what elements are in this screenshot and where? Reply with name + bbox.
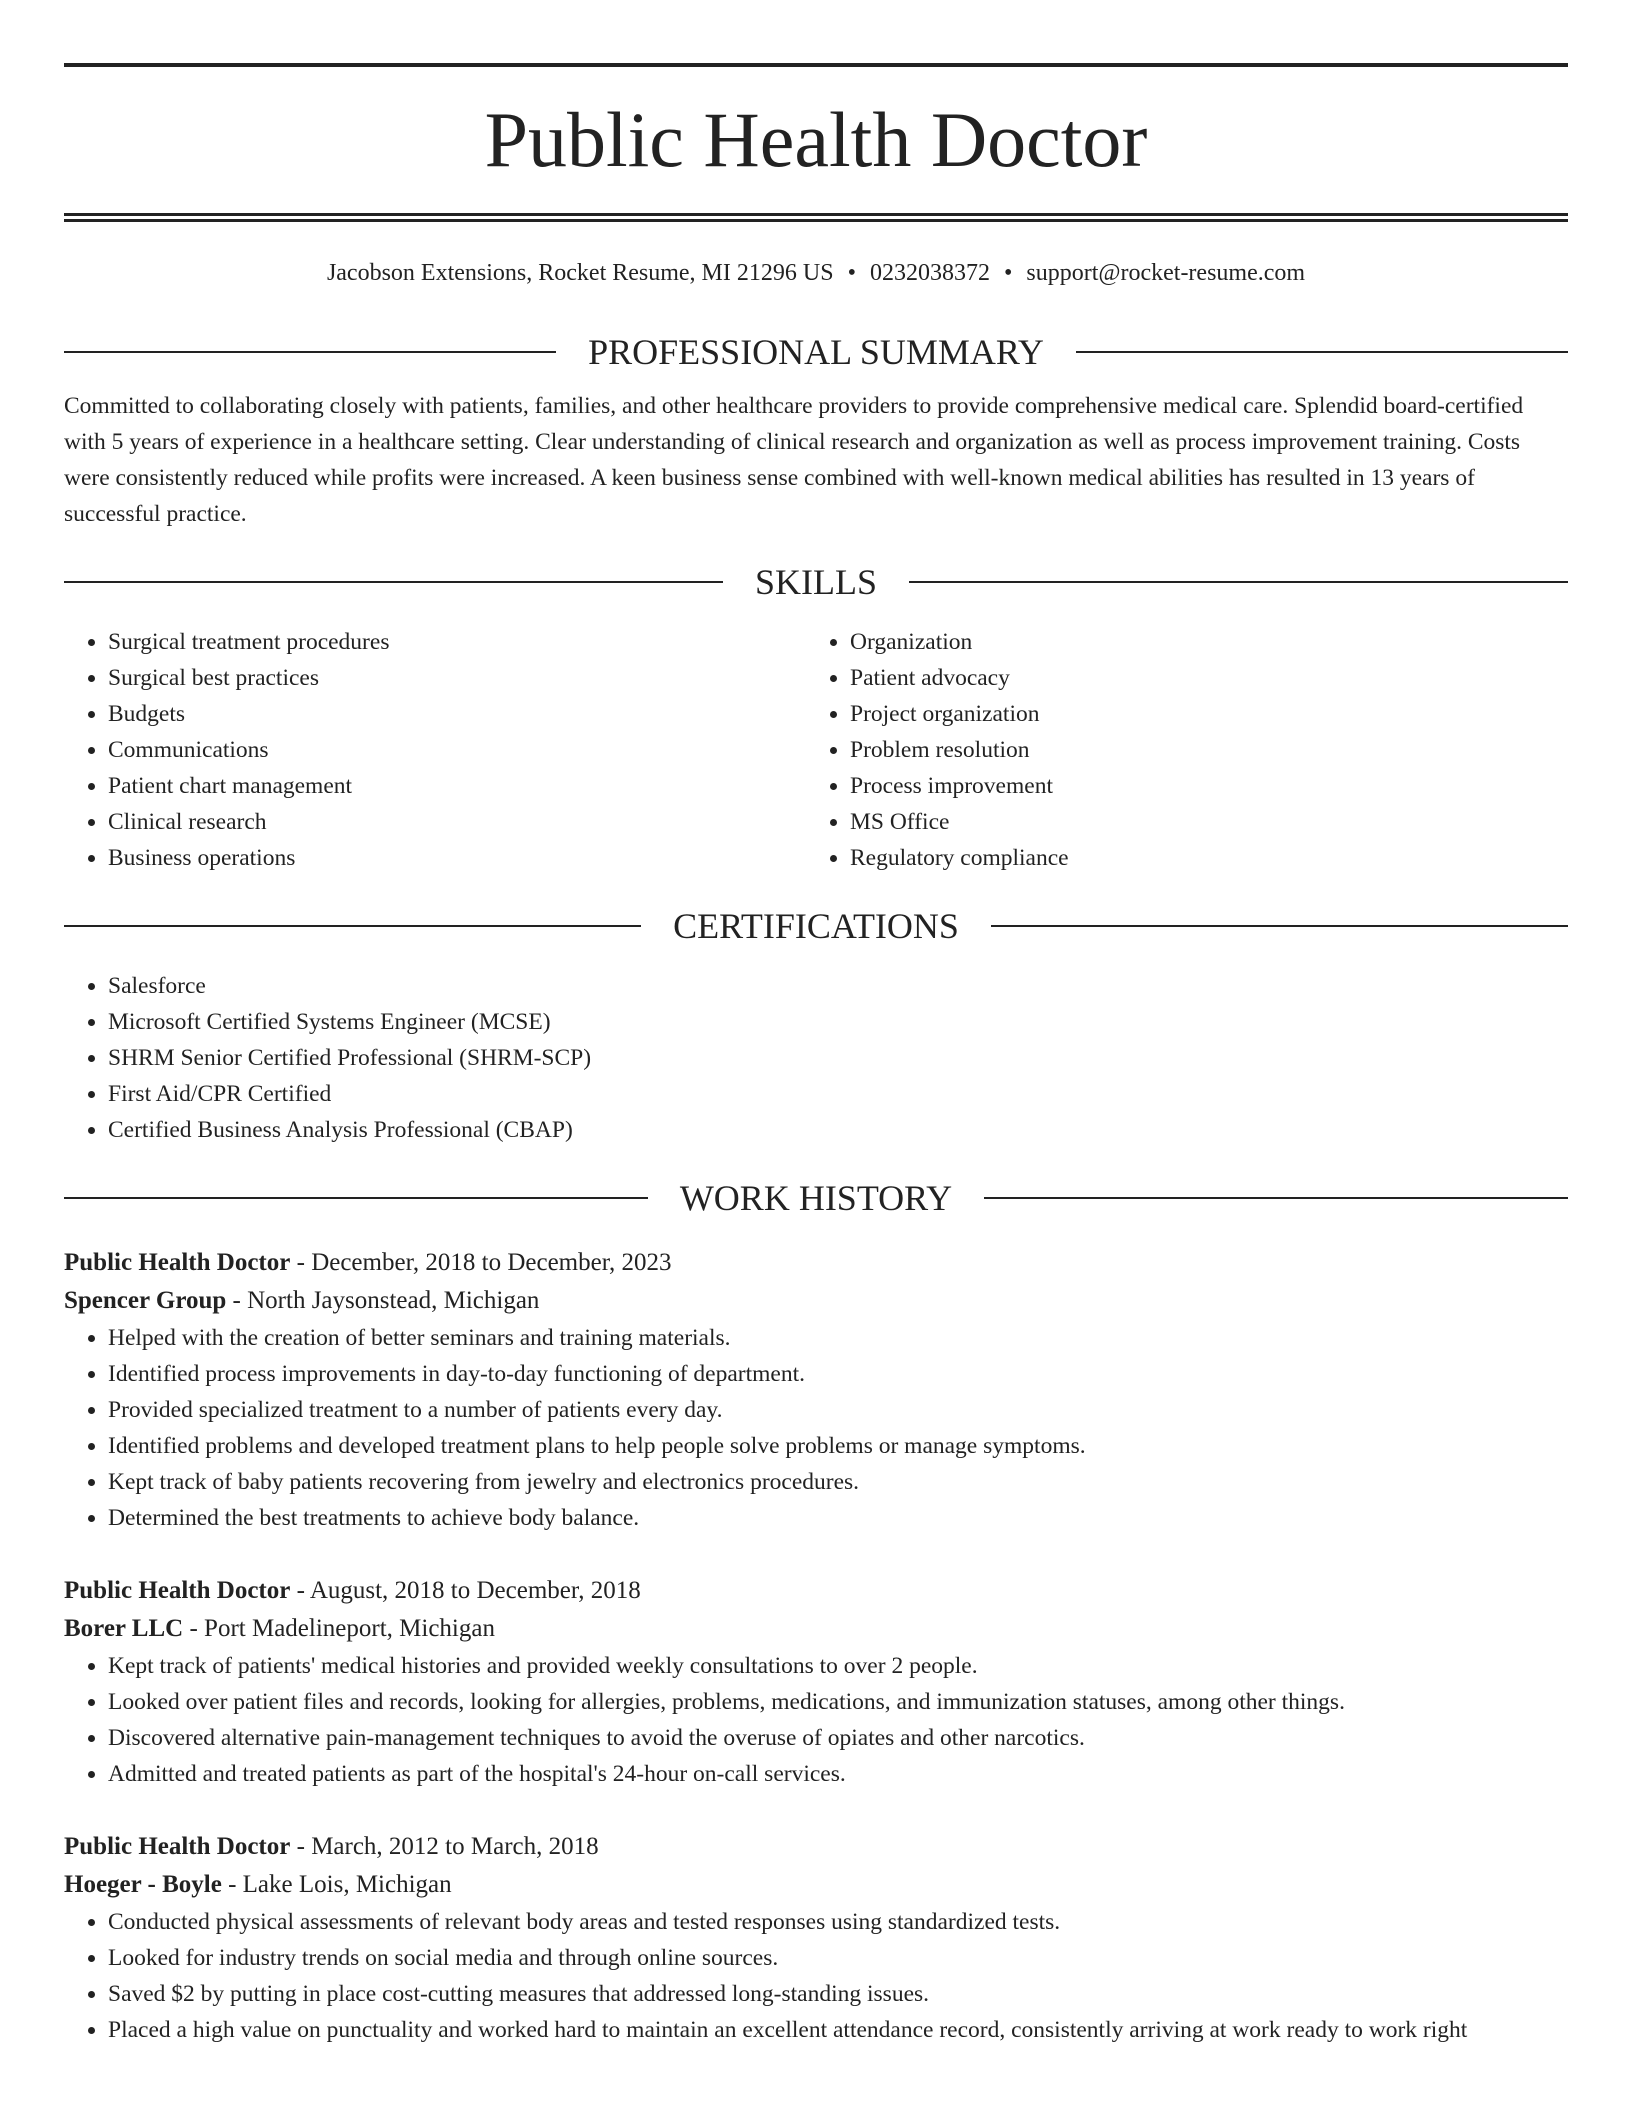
job-location: North Jaysonstead, Michigan: [247, 1287, 540, 1314]
skills-list: [64, 624, 1568, 876]
list-item: • SHRM Senior Certified Professional (SHRM-SCP): [108, 1040, 1568, 1076]
job-company-line: Hoeger - Boyle - Lake Lois, Michigan: [64, 1871, 452, 1898]
section-title: CERTIFICATIONS: [673, 906, 959, 946]
list-item: • Business operations: [108, 840, 806, 876]
list-item: • Problem resolution: [850, 732, 1548, 768]
job-title-line: Public Health Doctor - August, 2018 to December, 2018: [64, 1577, 641, 1604]
list-item: • Conducted physical assessments of relevant body areas and tested responses using standardized tests.: [108, 1904, 1568, 1940]
job-title-line: Public Health Doctor - December, 2018 to December, 2023: [64, 1249, 672, 1276]
job-title: Public Health Doctor: [64, 1577, 291, 1604]
list-item: • Project organization: [850, 696, 1548, 732]
job-company-line: Spencer Group - North Jaysonstead, Michigan: [64, 1287, 540, 1314]
heading-rule: [991, 925, 1568, 927]
double-rule: [64, 213, 1568, 222]
list-item: • Process improvement: [850, 768, 1548, 804]
job-bullets: [64, 1904, 1568, 2048]
list-item: • Provided specialized treatment to a number of patients every day.: [108, 1392, 1568, 1428]
job-entry: [64, 1828, 1568, 2048]
job-entry: [64, 1244, 1568, 1536]
list-item: • Salesforce: [108, 968, 1568, 1004]
resume-page: [64, 0, 1568, 2048]
heading-rule: [64, 581, 723, 583]
section-title: PROFESSIONAL SUMMARY: [588, 332, 1044, 372]
section-heading-summary: [64, 332, 1568, 372]
list-item: • Saved $2 by putting in place cost-cutting measures that addressed long-standing issues.: [108, 1976, 1568, 2012]
job-location: Lake Lois, Michigan: [242, 1871, 452, 1898]
list-item: • Identified problems and developed treatment plans to help people solve problems or manage symptoms.: [108, 1428, 1568, 1464]
list-item: • Looked over patient files and records, looking for allergies, problems, medications, and immunization statuses, among other things.: [108, 1684, 1568, 1720]
heading-rule: [984, 1197, 1568, 1199]
section-heading-skills: [64, 562, 1568, 602]
section-heading-work-history: [64, 1178, 1568, 1218]
top-rule: [64, 63, 1568, 67]
list-item: • Identified process improvements in day-to-day functioning of department.: [108, 1356, 1568, 1392]
heading-rule: [64, 351, 556, 353]
bullet-separator: •: [847, 260, 856, 286]
job-bullets: [64, 1648, 1568, 1792]
bullet-separator: •: [1003, 260, 1013, 286]
list-item: • Admitted and treated patients as part of the hospital's 24-hour on-call services.: [108, 1756, 1568, 1792]
job-title: Public Health Doctor: [64, 1249, 291, 1276]
heading-rule: [909, 581, 1568, 583]
list-item: • Patient chart management: [108, 768, 806, 804]
list-item: • Determined the best treatments to achieve body balance.: [108, 1500, 1568, 1536]
list-item: • Kept track of patients' medical histories and provided weekly consultations to over 2 people.: [108, 1648, 1568, 1684]
contact-line: [64, 258, 1568, 288]
job-dates: December, 2018 to December, 2023: [311, 1249, 672, 1276]
list-item: • Patient advocacy: [850, 660, 1548, 696]
phone: 0232038372: [869, 260, 990, 286]
list-item: • Helped with the creation of better seminars and training materials.: [108, 1320, 1568, 1356]
heading-rule: [64, 1197, 648, 1199]
heading-rule: [64, 925, 641, 927]
list-item: • Organization: [850, 624, 1548, 660]
job-company: Hoeger - Boyle: [64, 1871, 222, 1898]
job-company: Spencer Group: [64, 1287, 227, 1314]
list-item: • Placed a high value on punctuality and worked hard to maintain an excellent attendance record, consistently arriving at work ready to work right: [108, 2012, 1568, 2048]
resume-name: Public Health Doctor: [484, 96, 1148, 183]
list-item: • First Aid/CPR Certified: [108, 1076, 1568, 1112]
job-title: Public Health Doctor: [64, 1833, 291, 1860]
job-location: Port Madelineport, Michigan: [204, 1615, 495, 1642]
list-item: • Regulatory compliance: [850, 840, 1548, 876]
job-company: Borer LLC: [64, 1615, 184, 1642]
job-entry: [64, 1572, 1568, 1792]
skills-column-left: [64, 624, 806, 876]
list-item: • Communications: [108, 732, 806, 768]
section-heading-certifications: [64, 906, 1568, 946]
job-title-line: Public Health Doctor - March, 2012 to March, 2018: [64, 1833, 599, 1860]
email: support@rocket-resume.com: [1026, 260, 1306, 286]
list-item: • Kept track of baby patients recovering from jewelry and electronics procedures.: [108, 1464, 1568, 1500]
list-item: • Looked for industry trends on social media and through online sources.: [108, 1940, 1568, 1976]
certifications-list: [64, 968, 1568, 1148]
section-title: SKILLS: [755, 562, 878, 602]
skills-column-right: [806, 624, 1548, 876]
list-item: • Budgets: [108, 696, 806, 732]
job-dates: March, 2012 to March, 2018: [311, 1833, 599, 1860]
list-item: • Certified Business Analysis Professional (CBAP): [108, 1112, 1568, 1148]
section-title: WORK HISTORY: [679, 1178, 953, 1218]
heading-rule: [1076, 351, 1568, 353]
list-item: • Microsoft Certified Systems Engineer (MCSE): [108, 1004, 1568, 1040]
list-item: • Surgical best practices: [108, 660, 806, 696]
list-item: • MS Office: [850, 804, 1548, 840]
list-item: • Discovered alternative pain-management techniques to avoid the overuse of opiates and other narcotics.: [108, 1720, 1568, 1756]
list-item: • Surgical treatment procedures: [108, 624, 806, 660]
job-dates: August, 2018 to December, 2018: [309, 1577, 641, 1604]
job-bullets: [64, 1320, 1568, 1536]
list-item: • Clinical research: [108, 804, 806, 840]
address: Jacobson Extensions, Rocket Resume, MI 21296 US: [326, 260, 834, 286]
summary-text: Committed to collaborating closely with patients, families, and other healthcare providers to provide comprehensive medical care. Splendid board-certified with 5 years of experience in a healthcare setting. Clear understanding of clinical research and organization as well as process improvement training. Costs were consistently reduced while profits were increased. A keen business sense combined with well-known medical abilities has resulted in 13 years of successful practice.: [64, 393, 1524, 527]
job-company-line: Borer LLC - Port Madelineport, Michigan: [64, 1615, 495, 1642]
